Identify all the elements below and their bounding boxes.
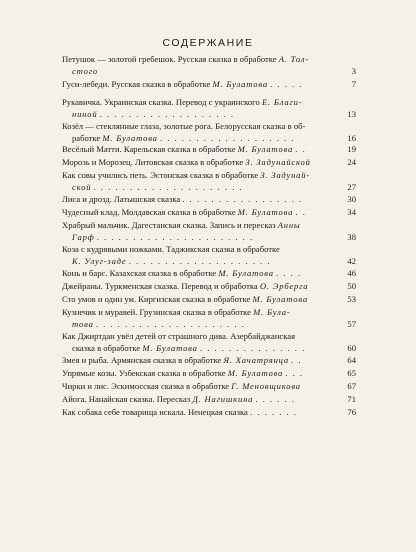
toc-leader-dots: . . . . . . . . . . . . . . . . . . . [159,132,295,143]
toc-page-number: 57 [347,318,356,329]
toc-entry-title: Чирки и лис. Эскимосская сказка в обработке [62,381,230,391]
toc-entry[interactable] [62,294,356,306]
toc-leader-dots: . . [295,144,307,154]
toc-entry-title: Рукавичка. Украинская сказка. Перевод с украинского [62,97,260,107]
toc-entry-author: стого [72,65,98,76]
toc-leader-dots: . . . . [275,268,302,278]
toc-entry-author: Анны [277,220,301,230]
page-title: СОДЕРЖАНИЕ [162,37,254,49]
toc-page-number: 42 [347,255,356,266]
toc-entry-author: К. Улуг-заде [72,255,127,266]
toc-leader-dots: . . . . . . . . . . . . . . . . . . . . . [95,318,246,329]
toc-entry[interactable] [62,220,356,243]
toc-entry[interactable] [62,381,356,393]
toc-entry-author: М. Булатова [227,368,284,378]
toc-leader-dots: . . [291,355,303,365]
toc-leader-dots: . . [295,207,307,217]
toc-entry-author: Е. Благи- [261,97,303,107]
toc-entry-author: М. Булатова [142,342,198,353]
toc-leader-dots: . . . . . . . . . . . . . . . . . . . . . [93,181,244,192]
toc-leader-dots: . . . . . . . . . . . . . . . . . . . [99,108,235,119]
toc-entry-title: Петушок — золотой гребешок. Русская сказка в обработке [62,54,277,64]
toc-page-number: 65 [347,368,356,378]
toc-entry[interactable] [62,144,356,156]
toc-leader-dots: . . . . . . [255,394,296,404]
toc-entry-author: О. Эрберга [259,281,309,291]
toc-entry[interactable] [62,207,356,219]
toc-entry[interactable] [62,157,356,169]
toc-page-number: 13 [347,108,356,119]
toc-entry-author: М. Булатова [237,207,294,217]
toc-entry-title: Козёл — стеклянные глаза, золотые рога. Белорусская сказка в об- [62,121,306,131]
toc-entry-author: М. Булатова [252,294,308,304]
toc-page-number: 30 [347,194,356,204]
toc-page-number: 76 [347,407,356,417]
toc-entry-title: Весёлый Матти. Карельская сказка в обработке [62,144,236,154]
toc-entry-author: Гарф [72,231,95,242]
toc-entry-author: З. Задунайской [245,157,311,167]
toc-entry[interactable] [62,281,356,293]
toc-entry-title: Как Джиртдан увёл детей от страшного дива. Азербайджанская [62,331,296,341]
toc-page-number: 46 [347,268,356,278]
toc-entry[interactable] [62,54,356,77]
toc-page-number: 71 [347,394,356,404]
toc-entry-title: Джейраны. Туркменская сказка. Перевод и обработка [62,281,258,291]
toc-entry-title: Сто умов и один ум. Киргизская сказка в обработке [62,294,251,304]
toc-leader-dots: . . . . . . . . . . . . . . . . . . . . [128,255,271,266]
toc-entry[interactable] [62,368,356,380]
toc-page-number: 19 [347,144,356,154]
toc-entry-author: това [72,318,94,329]
toc-page-number: 67 [347,381,356,391]
toc-entry-title: Гуси-лебеди. Русская сказка в обработке [62,79,211,89]
toc-entry-author: М. Булатова [218,268,274,278]
toc-page-number: 16 [347,132,356,143]
toc-page-number: 34 [347,207,356,217]
toc-leader-dots: . . . . . . . . . . . . . . . [199,342,306,353]
toc-entry[interactable] [62,194,356,206]
toc-entry-title: Упрямые козы. Узбекская сказка в обработке [62,368,226,378]
toc-entry-title: Храбрый мальчик. Дагестанская сказка. Запись и пересказ [62,220,276,230]
toc-entry[interactable] [62,307,356,330]
toc-entry-title: Как собака себе товарища искала. Ненецкая сказка [62,407,248,417]
toc-leader-dots: . . . [285,368,304,378]
toc-leader-dots: . . . . . [270,79,303,89]
toc-entry-title: Кузнечик и муравей. Грузинская сказка в обработке [62,307,251,317]
toc-page-number: 64 [347,355,356,365]
toc-entry-title: работке [72,132,103,143]
toc-entry-author: А. Тол- [278,54,310,64]
toc-leader-dots: . . . . . . . . . . . . . . . . . [182,194,303,204]
toc-entry[interactable] [62,331,356,354]
toc-entry[interactable] [62,97,356,120]
toc-entry[interactable] [62,407,356,419]
toc-page-number: 7 [351,79,356,89]
toc-entry[interactable] [62,244,356,267]
toc-entry-author: Я. Хачатрянца [223,355,289,365]
toc-page-number: 27 [347,181,356,192]
toc-page-number: 3 [351,65,356,76]
toc-page-number: 60 [347,342,356,353]
toc-page-number: 38 [347,231,356,242]
toc-entry-author: М. Була- [253,307,291,317]
toc-page-number: 53 [347,294,356,304]
toc-entry[interactable] [62,79,356,91]
toc-entry-author: Г. Меновщикова [231,381,301,391]
toc-entry-author: ской [72,181,92,192]
toc-entry[interactable] [62,355,356,367]
toc-entry-title: Айога. Нанайская сказка. Пересказ [62,394,191,404]
toc-leader-dots: . . . . . . . [250,407,298,417]
toc-entry-author: З. Задунай- [260,170,310,180]
toc-entry-title: Морозь и Морозец. Литовская сказка в обработке [62,157,244,167]
toc-entry[interactable] [62,121,356,144]
toc-entry-author: Д. Нагишкина [192,394,254,404]
toc-entry-author: ниной [72,108,98,119]
toc-entry[interactable] [62,394,356,406]
toc-entry-title: Коза с кудрявыми ножками. Таджикская сказка в обработке [62,244,280,254]
toc-page-number: 50 [347,281,356,291]
toc-entry-title: сказка в обработке [72,342,143,353]
table-of-contents [62,54,356,434]
toc-entry-title: Чудесный клад. Молдавская сказка в обработке [62,207,236,217]
toc-entry-title: Змея и рыба. Армянская сказка в обработке [62,355,222,365]
toc-leader-dots: . . . . . . . . . . . . . . . . . . . . . . [96,231,254,242]
toc-entry[interactable] [62,170,356,193]
toc-entry-title: Как совы учились петь. Эстонская сказка в обработке [62,170,259,180]
toc-entry-author: М. Булатова [237,144,294,154]
toc-entry[interactable] [62,268,356,280]
toc-page-number: 24 [347,157,356,167]
toc-entry-title: Конь и барс. Казахская сказка в обработке [62,268,217,278]
toc-entry-author: М. Булатова [212,79,268,89]
toc-entry-author: М. Булатова [102,132,158,143]
toc-entry-title: Лиса и дрозд. Латышская сказка [62,194,181,204]
